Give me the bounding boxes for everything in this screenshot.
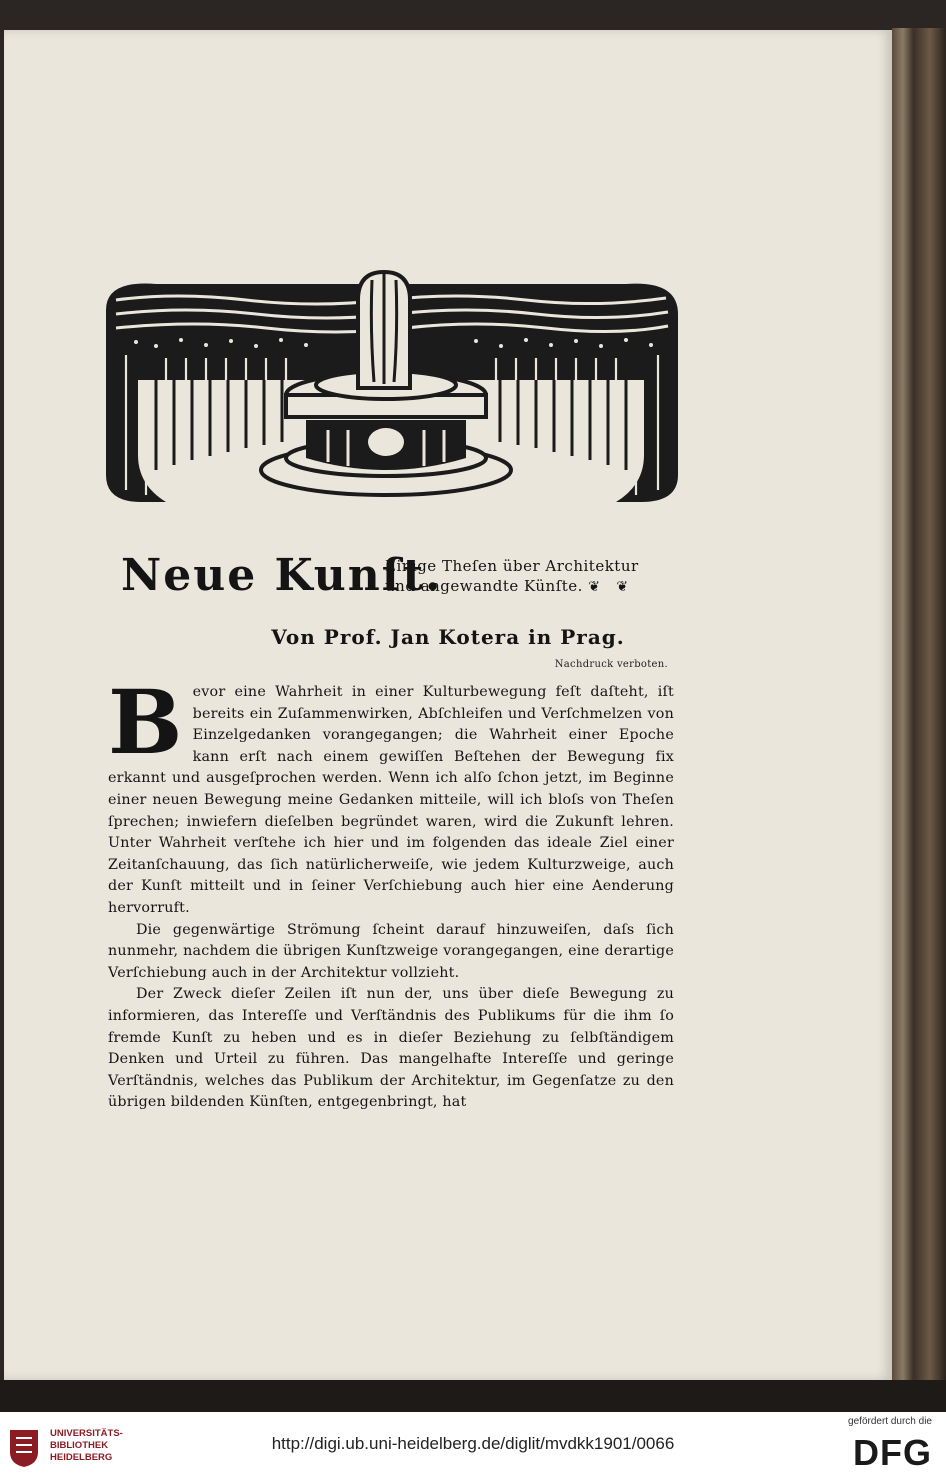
- paragraph-1-text: evor eine Wahrheit in einer Kulturbewegung feſt daſteht, iſt bereits ein Zuſammenwirken, Abſchleifen und Verſchmelzen von Einzelgedanken vorangegangen; die Wahrheit einer Epoche kann erſt nach einem gewiſſen Beſtehen der Bewegung fix erkannt und ausgeſprochen werden. Wenn ich alſo ſchon jetzt, im Beginne einer neuen Bewegung meine Gedanken mitteile, will ich bloſs von Theſen ſprechen; inwiefern dieſelben begründet waren, wird die Zukunft lehren. Unter Wahrheit verſtehe ich hier und im folgenden das ideale Ziel einer Zeitanſchauung, das ſich natürlicherweiſe, wie jedem Kulturzweige, auch der Kunſt mitteilt und in ſeiner Verſchiebung auch hier eine Aenderung hervorruft.: [108, 684, 674, 916]
- permalink-url[interactable]: http://digi.ub.uni-heidelberg.de/diglit/mvdkk1901/0066: [271, 1434, 675, 1453]
- leaf-ornament-icon: ❦ ❦: [588, 579, 635, 595]
- paragraph-1: [108, 670, 674, 920]
- viewer-footer: [0, 1412, 946, 1478]
- dropcap: B: [108, 670, 183, 774]
- book-spine: [892, 28, 946, 1388]
- dfg-logo: DFG: [853, 1432, 932, 1473]
- subtitle-line-1: Einige Theſen über Architektur: [385, 557, 639, 575]
- subtitle-line-2: und angewandte Künſte.: [385, 577, 583, 595]
- book-page: [4, 30, 892, 1380]
- article-header: [121, 550, 681, 620]
- university-line-1: UNIVERSITÄTS-: [50, 1428, 123, 1439]
- fountain-ornament: [96, 270, 686, 515]
- university-line-3: HEIDELBERG: [50, 1452, 113, 1463]
- article-title: Neue Kunſt.: [121, 550, 443, 601]
- scan-bottom-edge: [0, 1380, 946, 1412]
- article-subtitle: [385, 556, 639, 597]
- paragraph-2: Die gegenwärtige Strömung ſcheint darauf hinzuweiſen, daſs ſich nunmehr, nachdem die übrigen Kunſtzweige vorangegangen, eine derartige Verſchiebung auch in der Architektur vollzieht.: [108, 921, 674, 981]
- paragraph-3: Der Zweck dieſer Zeilen iſt nun der, uns über dieſe Bewegung zu informieren, das Intereſſe und Verſtändnis des Publikums für die ihm ſo fremde Kunſt zu heben und es in dieſer Beziehung zu ſelbſtändigem Denken und Urteil zu führen. Das mangelhafte Intereſſe und geringe Verſtändnis, welches das Publikum der Architektur, im Gegenſatze zu den übrigen bildenden Künſten, entgegenbringt, hat: [108, 986, 674, 1111]
- article-body: [108, 670, 674, 1114]
- reprint-notice: Nachdruck verboten.: [554, 659, 668, 670]
- university-line-2: BIBLIOTHEK: [50, 1440, 109, 1451]
- author-line: Von Prof. Jan Kotera in Prag.: [271, 625, 625, 649]
- funding-note: gefördert durch die: [848, 1416, 932, 1427]
